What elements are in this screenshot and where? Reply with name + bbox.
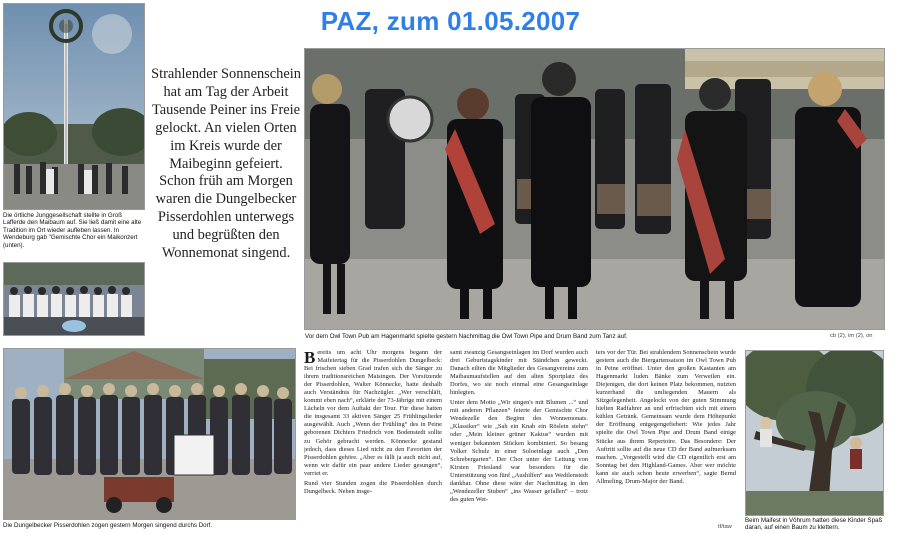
- photo-choir: [3, 262, 145, 336]
- drop-cap: B: [304, 349, 316, 367]
- article-column-1: [304, 349, 442, 534]
- article-column-2: [450, 349, 588, 534]
- caption-dance: Vor dem Owl Town Pub am Hagenmarkt spielte gestern Nachmittag die Owl Town Pipe and Drum Band zum Tanz auf.: [305, 333, 628, 340]
- photo-singers: [3, 348, 296, 520]
- caption-tree: Beim Maifest in Vöhrum hatten diese Kinder Spaß daran, auf einen Baum zu klettern.: [745, 517, 883, 532]
- article-col1-text: ereits um acht Uhr morgens begann der Maifeiertag für die Pisserdohlen Dungelbeck: Bei frischen sieben Grad trafen sich die Sänger zu ihrem traditionsreichen Maisingen. Der Vorsitzende der Pisserdohlen, Walter Könnecke, hatte deshalb auch Verständnis für Nachzügler. „Wer verschläft, kommt eben nach“, erklärte der 73-Jährige mit einem Lächeln vor dem Auftakt der Tour. Für diese hatten die insgesamt 33 aktiven Sänger 25 Frühlingslieder ausgewählt. Auch „Wenn der Frühling“ des in Peine geborenen Dichters Friedrich von Bodenstedt sollte zu Gehör gebracht werden. Könnecke gestand jedoch, dass dieses Lied nicht zu den Favoriten der Pisserdohlen gehöre. „Aber es fällt ja auch nicht auf, wenn wir dafür ein paar andere Lieder gesungen“, verriet er.: [304, 349, 442, 477]
- singers-illustration: [4, 349, 295, 519]
- tree-illustration: [746, 351, 883, 515]
- maibaum-illustration: [4, 4, 144, 209]
- article-column-3: [596, 349, 736, 525]
- lede-text: Strahlender Sonnenschein hat am Tag der Arbeit Tausende Peiner ins Freie gelockt. An vielen Orten im Kreis wurde der Maibeginn gefeiert. Schon früh am Morgen waren die Dungelbecker Pisserdohlen unterwegs und begrüßten den Wonnemonat singend.: [151, 66, 301, 262]
- dance-illustration: [305, 49, 884, 329]
- masthead-title: PAZ, zum 01.05.2007: [320, 6, 581, 36]
- photo-dance: [304, 48, 885, 330]
- choir-illustration: [4, 263, 144, 335]
- photo-credit: cb (2), im (2), on: [830, 333, 873, 339]
- photo-tree: [745, 350, 884, 516]
- caption-maibaum: Die örtliche Junggesellschaft stellte in Groß Lafferde den Maibaum auf. Sie ließ damit eine alte Tradition im Ort wieder aufleben lassen. In Wendeburg gab "Gemischte Chor ein Maikonzert (unten).: [3, 212, 142, 249]
- article-col3-text: ters vor der Tür. Bei strahlendem Sonnenschein wurde gestern auch die Biergartensaison im Owl Town Pub in Peine eröffnet. Unter den großen Kastanien am Hagenmarkt luden Bänke zum Verweilen ein. Diejenigen, die dort keinen Platz bekommen, nutzten kurzerhand die umliegenden Mauern als Sitzgelegenheit. Angelockt von der guten Stimmung hielten Radfahrer an und erfrischten sich mit einem kühlen Getränk. Gemeinsam wurde dem Höhepunkt der Eröffnung entgegengefiebert: Wie jedes Jahr spielte die Owl Town Pipe and Drum Band einige Stücke aus ihrem Repertoire. Das Besondere: Der Auftritt sollte auf die neue CD der Band aufmerksam machen. „Vorgestellt wird die CD eigentlich erst am Sonntag bei den Highland-Games. Aber wer möchte kann sie auch schon heute erwerben“, sagte Bernd Allmeling, Drum-Major der Band.: [596, 349, 736, 485]
- article-col2-text: samt zwanzig Gesangseinlagen im Dorf wurden auch drei Geburtstagskinder mit Ständchen geweckt. Danach eilten die Mitglieder des Gesangvereins zum Maibaumaufstellen auf den alten Sportplatz des Dorfes, wo sie noch einmal eine Gesangseinlage hinlegten.: [450, 349, 588, 397]
- author-signature: tf/taw: [718, 524, 732, 530]
- article-col1b-text: Rund vier Stunden zogen die Pisserdohlen durch Dungelbeck. Neben insge-: [304, 479, 442, 495]
- photo-maibaum: [3, 3, 145, 210]
- caption-singers: Die Dungelbecker Pisserdohlen zogen gestern Morgen singend durchs Dorf.: [3, 522, 213, 529]
- article-col2b-text: Unter dem Motto „Wir singen's mit Blumen ...“ und mit anderen Pflanzen“ feierte der Gemischte Chor Wendezelle den Beginn des Wonnemonats. „Klassiker“ wie „Sah ein Knab ein Röslein stehn“ oder „Mein kleiner grüner Kaktus“ wurden mit weniger bekannten Stücken kombiniert. So besang Volker Schulz in einer Soloeinlage auch „Den Schrebergarten“. Der Chor unter der Leitung von Kirsten Friesland war besonders für die Unterstützung von fünf „Aushilfen“ aus Wedtlenstedt dankbar. Ohne diese wäre der Nachmittag in den „Wendezeller Stuben“ „ins Wasser gefallen“ – trotz des guten Wet-: [450, 399, 588, 503]
